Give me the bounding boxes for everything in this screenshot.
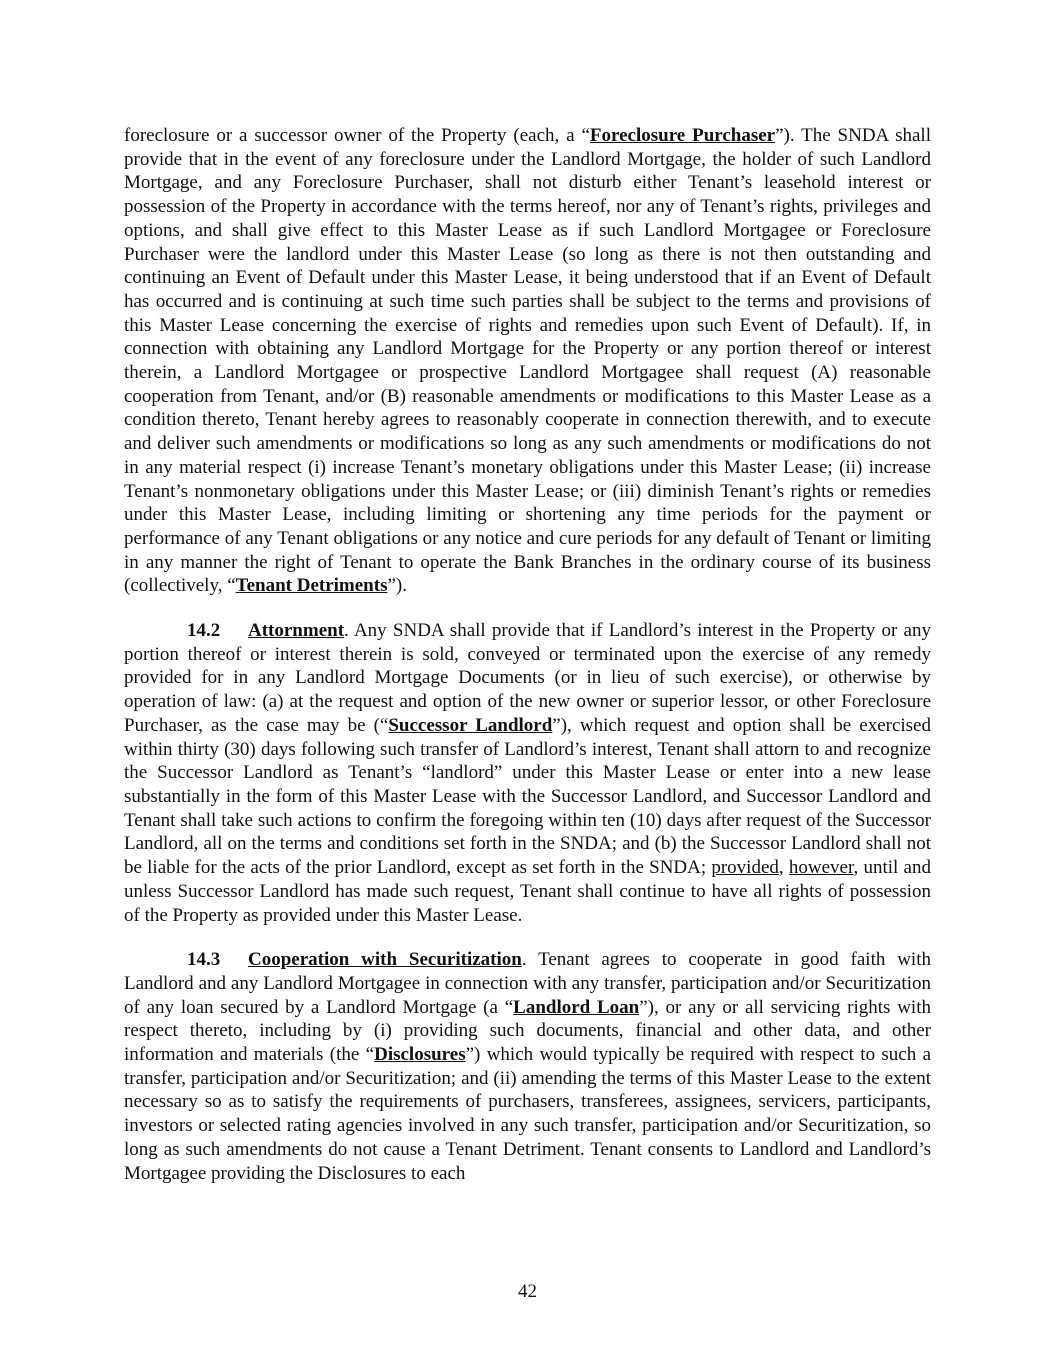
section-number: 14.2: [187, 620, 221, 642]
section-14-2: [124, 619, 931, 927]
para-text: ,: [778, 857, 789, 879]
section-heading: Cooperation with Securitization: [248, 949, 522, 971]
page-number: 42: [518, 1281, 537, 1302]
defined-term-tenant-detriments: Tenant Detriments: [235, 575, 388, 597]
para-text: ”).: [387, 575, 407, 597]
section-heading: Attornment: [248, 620, 345, 642]
underlined-however: however: [788, 857, 854, 879]
paragraph-continued-14-1: [124, 124, 931, 598]
para-text: ”), or any or all servicing rights with respect thereto, including by (i) providing such documents, financial and other data, and other information and materials (the “: [124, 996, 931, 1066]
para-text: foreclosure or a successor owner of the Property (each, a “: [124, 125, 590, 146]
document-body: [124, 124, 931, 1206]
section-number: 14.3: [187, 949, 221, 971]
defined-term-landlord-loan: Landlord Loan: [513, 996, 640, 1018]
para-text: ”) which would typically be required with respect to such a transfer, participation and/or Securitization; and (ii) amending the terms of this Master Lease to the extent necessary so as to satisfy the requirements of purchasers, transferees, assignees, servicers, participants, investors or selected rating agencies involved in any such transfer, participation and/or Securitization, so long as such amendments do not cause a Tenant Detriment. Tenant consents to Landlord and Landlord’s Mortgagee providing the Disclosures to each: [124, 1044, 931, 1184]
underlined-provided: provided: [711, 857, 779, 879]
defined-term-foreclosure-purchaser: Foreclosure Purchaser: [589, 125, 776, 146]
para-text: ”), which request and option shall be exercised within thirty (30) days following such transfer of Landlord’s interest, Tenant shall attorn to and recognize the Successor Landlord as Tenant’s “landlord” under this Master Lease or enter into a new lease substantially in the form of this Master Lease with the Successor Landlord, and Successor Landlord and Tenant shall take such actions to confirm the foregoing within ten (10) days after request of the Successor Landlord, all on the terms and conditions set forth in the SNDA; and (b) the Successor Landlord shall not be liable for the acts of the prior Landlord, except as set forth in the SNDA;: [124, 714, 931, 879]
para-text: . Tenant agrees to cooperate in good faith with Landlord and any Landlord Mortgagee in connection with any transfer, participation and/or Securitization of any loan secured by a Landlord Mortgage (a “: [124, 949, 931, 1018]
section-14-3: [124, 948, 931, 1185]
defined-term-successor-landlord: Successor Landlord: [388, 714, 553, 736]
defined-term-disclosures: Disclosures: [374, 1044, 466, 1066]
para-text: ”). The SNDA shall provide that in the event of any foreclosure under the Landlord Mortgage, the holder of such Landlord Mortgage, and any Foreclosure Purchaser, shall not disturb either Tenant’s leasehold interest or possession of the Property in accordance with the terms hereof, nor any of Tenant’s rights, privileges and options, and shall give effect to this Master Lease as if such Landlord Mortgagee or Foreclosure Purchaser were the landlord under this Master Lease (so long as there is not then outstanding and continuing an Event of Default under this Master Lease, it being understood that if an Event of Default has occurred and is continuing at such time such parties shall be subject to the terms and provisions of this Master Lease concerning the exercise of rights and remedies upon such Event of Default). If, in connection with obtaining any Landlord Mortgage for the Property or any portion thereof or interest therein, a Landlord Mortgagee or prospective Landlord Mortgagee shall request (A) reasonable cooperation from Tenant, and/or (B) reasonable amendments or modifications to this Master Lease as a condition thereto, Tenant hereby agrees to reasonably cooperate in connection therewith, and to execute and deliver such amendments or modifications so long as any such amendments or modifications do not in any material respect (i) increase Tenant’s monetary obligations under this Master Lease; (ii) increase Tenant’s nonmonetary obligations under this Master Lease; or (iii) diminish Tenant’s rights or remedies under this Master Lease, including limiting or shortening any time periods for the payment or performance of any Tenant obligations or any notice and cure periods for any default of Tenant or limiting in any manner the right of Tenant to operate the Bank Branches in the ordinary course of its business (collectively, “: [124, 125, 931, 597]
para-text: , until and unless Successor Landlord has made such request, Tenant shall continue to have all rights of possession of the Property as provided under this Master Lease.: [124, 857, 931, 926]
para-text: . Any SNDA shall provide that if Landlord’s interest in the Property or any portion thereof or interest therein is sold, conveyed or terminated upon the exercise of any remedy provided for in any Landlord Mortgage Documents (or in lieu of such exercise), or otherwise by operation of law: (a) at the request and option of the new owner or superior lessor, or other Foreclosure Purchaser, as the case may be (“: [124, 620, 931, 736]
